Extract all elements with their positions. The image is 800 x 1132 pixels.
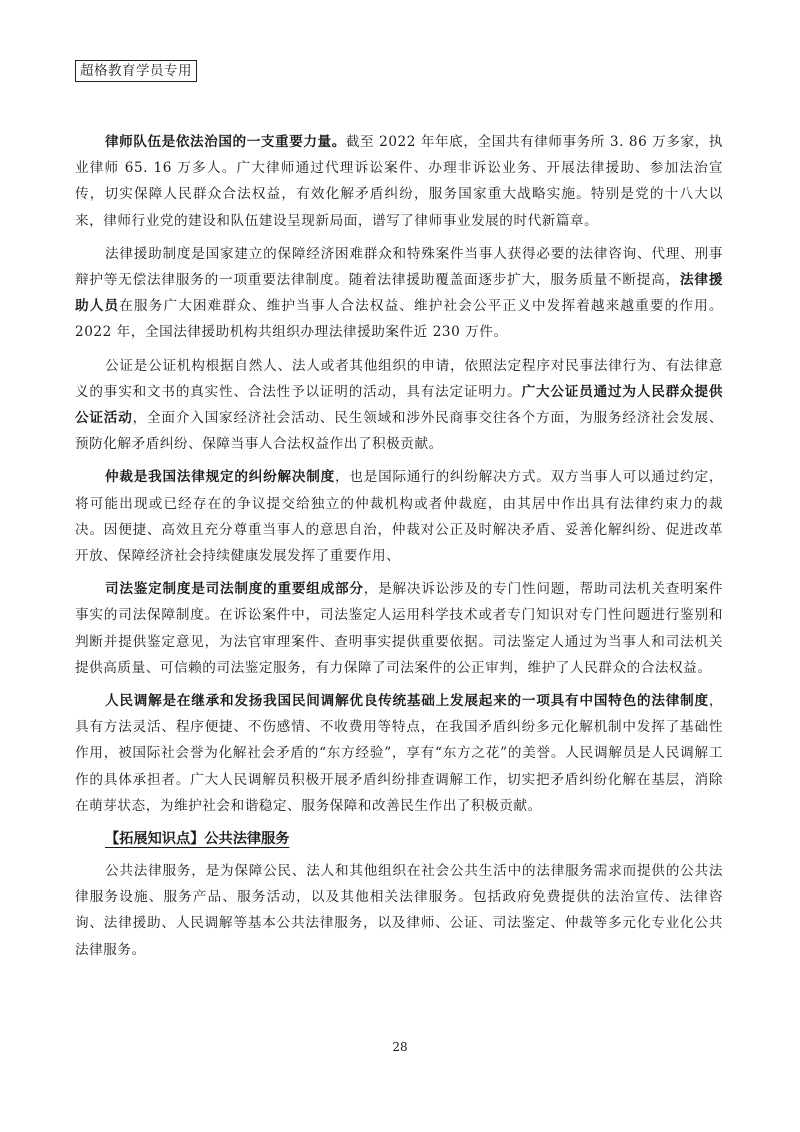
paragraph-arbitration bbox=[75, 464, 723, 569]
paragraph-mediation-text: ，具有方法灵活、程序便捷、不伤感情、不收费用等特点，在我国矛盾纠纷多元化解机制中发挥了基础性作用，被国际社会誉为化解社会矛盾的“东方经验”，享有“东方之花”的美誉。人民调解员是人民调解工作的具体承担者。广大人民调解员积极开展矛盾纠纷排查调解工作，切实把矛盾纠纷化解在基层，消除在萌芽状态，为维护社会和谐稳定、服务保障和改善民生作出了积极贡献。 bbox=[75, 693, 723, 814]
paragraph-legal-aid-text-1: 法律援助制度是国家建立的保障经济困难群众和特殊案件当事人获得必要的法律咨询、代理、刑事辩护等无偿法律服务的一项重要法律制度。随着法律援助覆盖面逐步扩大，服务质量不断提高， bbox=[75, 245, 723, 289]
paragraph-notary-text-1: 公证是公证机构根据自然人、法人或者其他组织的申请，依照法定程序对民事法律行为、有法律意义的事实和文书的真实性、合法性予以证明的活动，具有法定证明力。 bbox=[75, 357, 723, 400]
paragraph-judicial-appraisal bbox=[75, 576, 723, 681]
paragraph-public-legal-service bbox=[75, 858, 723, 963]
paragraph-judicial-appraisal-text: ，是解决诉讼涉及的专门性问题，帮助司法机关查明案件事实的司法保障制度。在诉讼案件中，司法鉴定人运用科学技术或者专门知识对专门性问题进行鉴别和判断并提供鉴定意见，为法官审理案件、查明事实提供重要依据。司法鉴定人通过为当事人和司法机关提供高质量、可信赖的司法鉴定服务，有力保障了司法案件的公正审判，维护了人民群众的合法权益。 bbox=[75, 581, 723, 676]
paragraph-judicial-appraisal-bold: 司法鉴定制度是司法制度的重要组成部分 bbox=[105, 581, 364, 598]
paragraph-lawyers-text: 截至 2022 年年底，全国共有律师事务所 3. 86 万多家，执业律师 65. 16 万多人。广大律师通过代理诉讼案件、办理非诉讼业务、开展法律援助、参加法治宣传，切实保障人民群众合法权益，有效化解矛盾纠纷，服务国家重大战略实施。特别是党的十八大以来，律师行业党的建设和队伍建设呈现新局面，谱写了律师事业发展的时代新篇章。 bbox=[75, 134, 723, 229]
paragraph-arbitration-bold: 仲裁是我国法律规定的纠纷解决制度 bbox=[105, 469, 336, 486]
page-number: 28 bbox=[392, 1040, 408, 1054]
paragraph-legal-aid-bold: 法律援助人员 bbox=[75, 272, 723, 315]
paragraph-mediation-bold: 人民调解是在继承和发扬我国民间调解优良传统基础上发展起来的一项具有中国特色的法律制度 bbox=[105, 693, 709, 710]
paragraph-notary bbox=[75, 353, 723, 458]
document-body bbox=[75, 129, 723, 970]
paragraph-arbitration-text: ，也是国际通行的纠纷解决方式。双方当事人可以通过约定，将可能出现或已经存在的争议提交给独立的仲裁机构或者仲裁庭，由其居中作出具有法律约束力的裁决。因便捷、高效且充分尊重当事人的意思自治，仲裁对公正及时解决矛盾、妥善化解纠纷、促进改革开放、保障经济社会持续健康发展发挥了重要作用、 bbox=[75, 469, 723, 565]
paragraph-public-legal-service-text: 公共法律服务，是为保障公民、法人和其他组织在社会公共生活中的法律服务需求而提供的公共法律服务设施、服务产品、服务活动，以及其他相关法律服务。包括政府免费提供的法治宣传、法律咨询、法律援助、人民调解等基本公共法律服务，以及律师、公证、司法鉴定、仲裁等多元化专业化公共法律服务。 bbox=[75, 863, 723, 958]
paragraph-mediation bbox=[75, 688, 723, 819]
paragraph-lawyers bbox=[75, 129, 723, 234]
paragraph-legal-aid-text-2: 在服务广大困难群众、维护当事人合法权益、维护社会公平正义中发挥着越来越重要的作用。2022 年，全国法律援助机构共组织办理法律援助案件近 230 万件。 bbox=[75, 298, 724, 341]
paragraph-notary-text-2: ，全面介入国家经济社会活动、民生领域和涉外民商事交往各个方面，为服务经济社会发展、预防化解矛盾纠纷、保障当事人合法权益作出了积极贡献。 bbox=[75, 410, 723, 453]
section-title-text: 【拓展知识点】公共法律服务 bbox=[105, 831, 290, 848]
paragraph-lawyers-bold: 律师队伍是依法治国的一支重要力量。 bbox=[105, 134, 346, 150]
paragraph-notary-bold: 广大公证员通过为人民群众提供公证活动 bbox=[75, 383, 723, 427]
paragraph-legal-aid bbox=[75, 241, 723, 346]
header-label: 超格教育学员专用 bbox=[75, 60, 197, 82]
section-title bbox=[75, 826, 723, 852]
